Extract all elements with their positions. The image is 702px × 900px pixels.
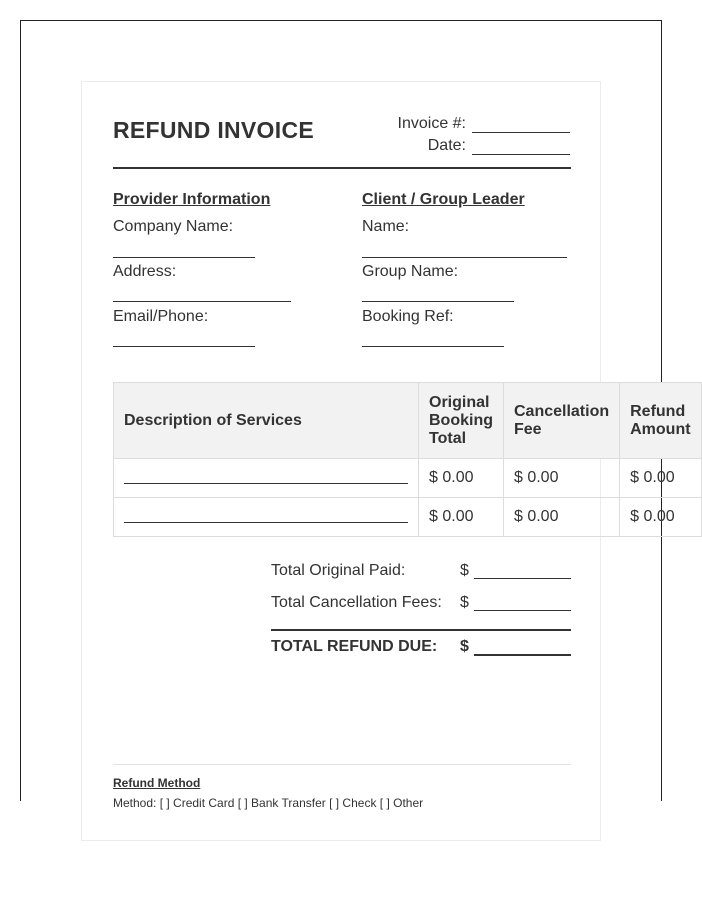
invoice-number-label: Invoice #: — [397, 115, 466, 132]
services-table — [113, 382, 702, 537]
date-row — [428, 137, 570, 155]
description-field[interactable] — [124, 483, 408, 484]
total-refund-due-currency: $ — [460, 638, 469, 655]
date-field[interactable] — [472, 139, 570, 155]
total-original-paid-currency: $ — [460, 562, 469, 579]
description-cell[interactable] — [114, 459, 419, 498]
document-viewport — [20, 20, 691, 810]
total-cancellation-fees-field[interactable] — [474, 610, 571, 611]
original-cell: $ 0.00 — [419, 459, 504, 498]
address-field[interactable] — [113, 301, 291, 302]
date-label: Date: — [427, 137, 466, 154]
footer-divider — [113, 764, 571, 765]
total-refund-due-field[interactable] — [474, 654, 571, 656]
fee-cell: $ 0.00 — [503, 498, 619, 537]
header-cancellation-fee: Cancellation Fee — [503, 383, 619, 459]
header-original-booking-total: Original Booking Total — [419, 383, 504, 459]
company-name-label: Company Name: — [113, 218, 234, 235]
invoice-number-row — [398, 115, 570, 133]
total-cancellation-fees-label: Total Cancellation Fees: — [271, 594, 442, 611]
totals-divider — [271, 629, 571, 631]
client-name-field[interactable] — [362, 257, 567, 258]
group-name-label: Group Name: — [362, 263, 459, 280]
invoice-page — [81, 81, 691, 841]
email-phone-field[interactable] — [113, 346, 255, 347]
total-cancellation-fees-currency: $ — [460, 594, 469, 611]
description-field[interactable] — [124, 522, 408, 523]
table-header-row — [114, 383, 702, 459]
document-title: REFUND INVOICE — [113, 117, 314, 143]
total-original-paid-label: Total Original Paid: — [271, 562, 406, 579]
refund-method-heading: Refund Method — [113, 776, 201, 790]
client-heading: Client / Group Leader — [362, 191, 525, 208]
refund-cell: $ 0.00 — [620, 498, 701, 537]
header-description: Description of Services — [114, 383, 419, 459]
total-refund-due-label: TOTAL REFUND DUE: — [271, 638, 438, 655]
description-cell[interactable] — [114, 498, 419, 537]
header-divider — [113, 167, 571, 169]
table-row — [114, 459, 702, 498]
table-row — [114, 498, 702, 537]
booking-ref-label: Booking Ref: — [362, 308, 454, 325]
fee-cell: $ 0.00 — [503, 459, 619, 498]
refund-method-options: Method: [ ] Credit Card [ ] Bank Transfer [ ] Check [ ] Other — [113, 796, 424, 810]
email-phone-label: Email/Phone: — [113, 308, 209, 325]
header-refund-amount: Refund Amount — [620, 383, 701, 459]
company-name-field[interactable] — [113, 257, 255, 258]
refund-cell: $ 0.00 — [620, 459, 701, 498]
client-name-label: Name: — [362, 218, 410, 235]
original-cell: $ 0.00 — [419, 498, 504, 537]
total-original-paid-field[interactable] — [474, 578, 571, 579]
invoice-number-field[interactable] — [472, 117, 570, 133]
group-name-field[interactable] — [362, 301, 514, 302]
booking-ref-field[interactable] — [362, 346, 504, 347]
provider-heading: Provider Information — [113, 191, 271, 208]
address-label: Address: — [113, 263, 177, 280]
